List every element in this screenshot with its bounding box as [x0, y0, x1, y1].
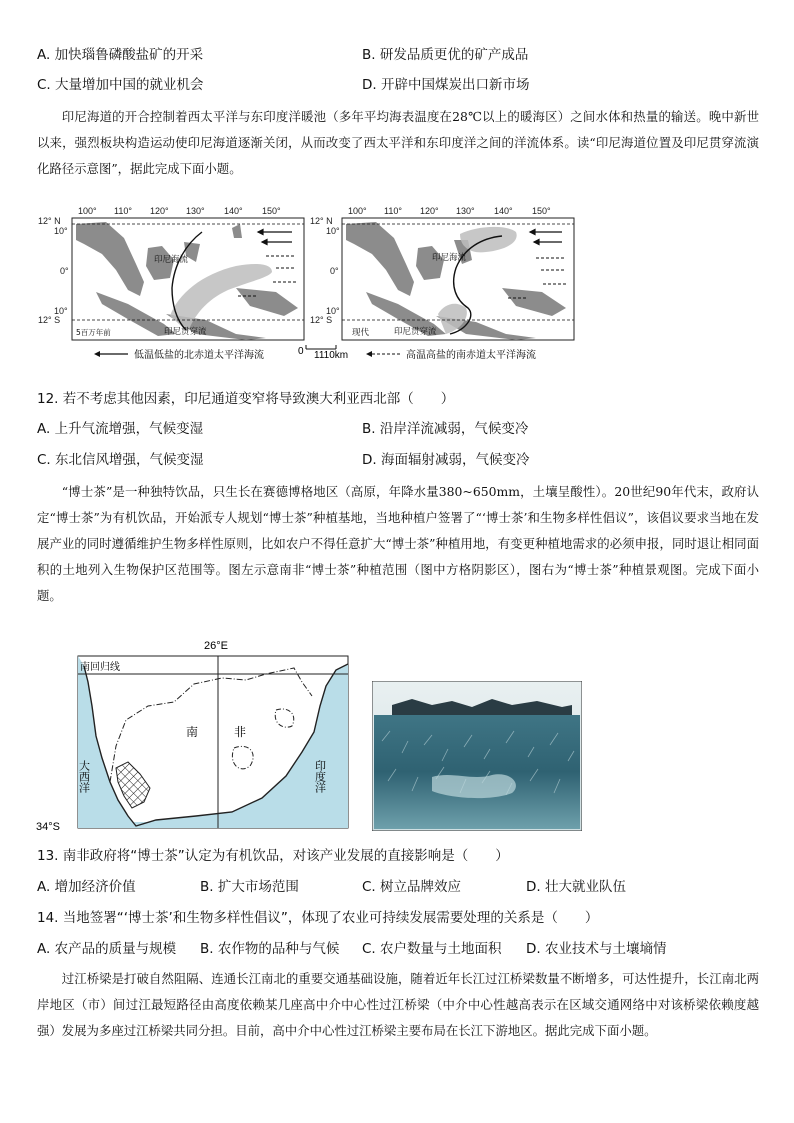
right-lat-10n: 10°: [326, 226, 340, 236]
q14-stem: 14. 当地签署“‘博士茶’和生物多样性倡议”，体现了农业可持续发展需要处理的关系是（ ）: [37, 910, 599, 926]
tropic-label: 南回归线: [80, 662, 120, 673]
q11-option-a: A. 加快瑙鲁磷酸盐矿的开采: [37, 47, 204, 63]
right-lon-120: 120°: [420, 206, 439, 216]
q14-option-d: D. 农业技术与土壤墒情: [526, 941, 667, 957]
left-flow-label: 印尼海流: [154, 255, 189, 265]
passage-2-text: “博士茶”是一种独特饮品，只生长在赛德博格地区（高原，年降水量380~650mm，土壤呈酸性）。20世纪90年代末，政府认定“博士茶”为有机饮品，开始派专人规划“博士茶”种植基地，当地种植户签署了“‘博士茶’和生物多样性倡议”，该倡议要求当地在发展产业的同时遵循维护生物多样性原则，比如农户不得任意扩大“博士茶”种植用地，有变更种植地需求的必须申报，同时退让相同面积的土地列入生物保护区范围等。图左示意南非“博士茶”种植范围（图中方格阴影区），图右为“博士茶”种植景观图。完成下面小题。: [37, 484, 759, 603]
q14-option-b: B. 农作物的品种与气候: [200, 941, 340, 957]
passage-yangtze-bridges: [37, 966, 759, 1044]
passage-3-text: 过江桥梁是打破自然阻隔、连通长江南北的重要交通基础设施，随着近年长江过江桥梁数量不断增多，可达性提升，长江南北两岸地区（市）间过江最短路径由高度依赖某几座高中介中心性过江桥梁（中介中心性越高表示在区域交通网络中对该桥梁依赖度越强）发展为多座过江桥梁共同分担。目前，高中介中心性过江桥梁主要布局在长江下游地区。据此完成下面小题。: [37, 971, 759, 1038]
right-lat-12n: 12° N: [310, 216, 333, 226]
q12-option-b: B. 沿岸洋流减弱，气候变冷: [362, 421, 529, 437]
q11-option-b: B. 研发品质更优的矿产成品: [362, 47, 529, 63]
right-lon-150: 150°: [532, 206, 551, 216]
country-label-2: 非: [234, 725, 247, 739]
passage-1-text: 印尼海道的开合控制着西太平洋与东印度洋暖池（多年平均海表温度在28℃以上的暖海区）之间水体和热量的输送。晚中新世以来，强烈板块构造运动使印尼海道逐渐关闭，从而改变了西太平洋和东印度洋之间的洋流体系。读“印尼海道位置及印尼贯穿流演化路径示意图”，据此完成下面小题。: [37, 109, 759, 176]
q13-option-c: C. 树立品牌效应: [362, 879, 462, 895]
q12-option-d: D. 海面辐射减弱，气候变冷: [362, 452, 530, 468]
left-lat-12s: 12° S: [38, 315, 61, 325]
passage-rooibos-tea: [37, 479, 759, 609]
right-flow-label: 印尼海流: [432, 253, 467, 263]
q12-option-a: A. 上升气流增强，气候变湿: [37, 421, 204, 437]
q12-stem: 12. 若不考虑其他因素，印尼通道变窄将导致澳大利亚西北部（ ）: [37, 391, 455, 407]
q13-option-d: D. 壮大就业队伍: [526, 879, 626, 895]
left-lat-10s: 10°: [54, 306, 68, 316]
q12-option-c: C. 东北信风增强，气候变湿: [37, 452, 204, 468]
q14-option-a: A. 农产品的质量与规模: [37, 941, 177, 957]
left-lat-10n: 10°: [54, 226, 68, 236]
legend-cold-current: 低温低盐的北赤道太平洋海流: [134, 350, 264, 361]
left-lon-100: 100°: [78, 206, 97, 216]
right-lon-100: 100°: [348, 206, 367, 216]
left-lon-150: 150°: [262, 206, 281, 216]
rooibos-landscape-photo: [372, 681, 582, 831]
left-lon-130: 130°: [186, 206, 205, 216]
q13-stem: 13. 南非政府将“博士茶”认定为有机饮品，对该产业发展的直接影响是（ ）: [37, 848, 509, 864]
right-lat-10s: 10°: [326, 306, 340, 316]
right-lon-140: 140°: [494, 206, 513, 216]
left-lon-120: 120°: [150, 206, 169, 216]
left-lat-0: 0°: [60, 266, 69, 276]
indian-ocean-label: 印度洋: [313, 760, 327, 793]
map1-legend: [94, 345, 536, 361]
right-lon-110: 110°: [384, 206, 402, 216]
q11-option-d: D. 开辟中国煤炭出口新市场: [362, 77, 530, 93]
q14-option-c: C. 农户数量与土地面积: [362, 941, 502, 957]
left-era-label: 5百万年前: [76, 328, 111, 337]
right-lon-130: 130°: [456, 206, 475, 216]
left-lat-12n: 12° N: [38, 216, 61, 226]
lat-34s-label: 34°S: [36, 821, 60, 833]
legend-scale: 1110km: [314, 350, 349, 361]
indonesian-throughflow-map: [36, 204, 596, 368]
passage-indonesian-seaway: [37, 104, 759, 182]
left-through-label: 印尼贯穿流: [164, 327, 207, 337]
right-lat-12s: 12° S: [310, 315, 333, 325]
atlantic-label: 大西洋: [77, 760, 91, 793]
right-era-label: 现代: [352, 328, 370, 338]
q13-option-b: B. 扩大市场范围: [200, 879, 299, 895]
map-panel-5ma: [72, 218, 304, 340]
q11-option-c: C. 大量增加中国的就业机会: [37, 77, 204, 93]
meridian-label: 26°E: [204, 640, 228, 652]
left-lon-140: 140°: [224, 206, 243, 216]
left-lon-110: 110°: [114, 206, 132, 216]
right-through-label: 印尼贯穿流: [394, 327, 437, 337]
right-lat-0: 0°: [330, 266, 339, 276]
q13-option-a: A. 增加经济价值: [37, 879, 136, 895]
south-africa-map: [36, 636, 356, 836]
legend-warm-current: 高温高盐的南赤道太平洋海流: [406, 350, 536, 361]
map-panel-modern: [342, 218, 574, 340]
legend-scale-zero: 0: [298, 346, 304, 357]
country-label-1: 南: [186, 725, 199, 739]
